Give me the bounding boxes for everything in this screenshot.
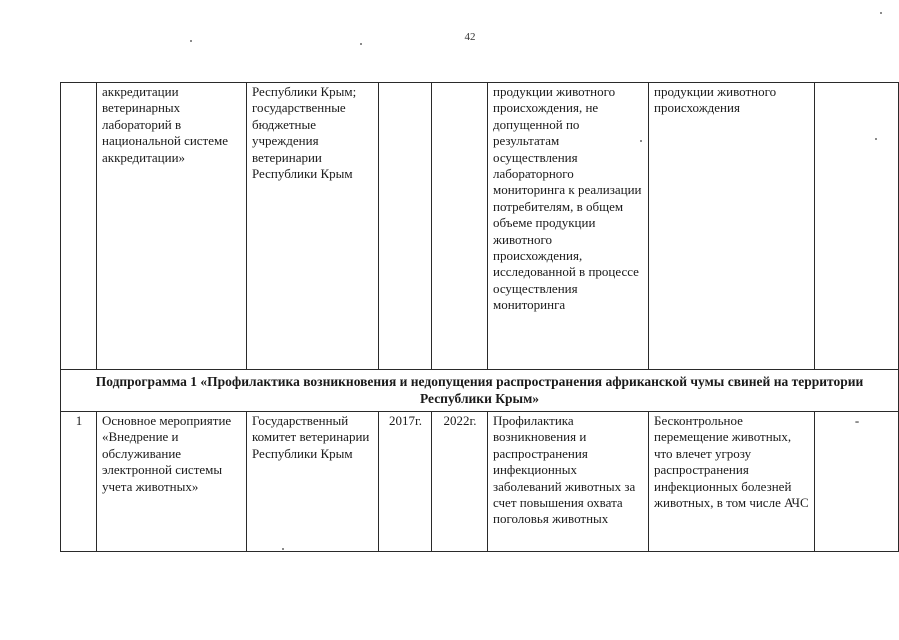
scan-speck xyxy=(190,40,192,42)
cell-result: продукции животного происхождения, не допущенной по результатам осуществления лабораторного мониторинга к реализации потребителям, в общем объеме продукции животного происхождения, исследованной в процессе осуществления мониторинга xyxy=(488,83,649,370)
cell-responsible: Государственный комитет ветеринарии Республики Крым xyxy=(247,412,379,552)
scan-speck xyxy=(875,138,877,140)
cell-consequences: Бесконтрольное перемещение животных, что влечет угрозу распространения инфекционных болезней животных, в том числе АЧС xyxy=(649,412,815,552)
cell-link xyxy=(815,83,899,370)
cell-number xyxy=(61,83,97,370)
subprogram-heading: Подпрограмма 1 «Профилактика возникновения и недопущения распространения африканской чумы свиней на территории Республики Крым» xyxy=(61,370,899,412)
scan-speck xyxy=(640,140,642,142)
cell-measure: Основное мероприятие «Внедрение и обслуживание электронной системы учета животных» xyxy=(97,412,247,552)
cell-measure: аккредитации ветеринарных лабораторий в национальной системе аккредитации» xyxy=(97,83,247,370)
scan-speck xyxy=(880,12,882,14)
cell-end-year xyxy=(432,83,488,370)
page-number: 42 xyxy=(464,31,476,43)
cell-start-year xyxy=(379,83,432,370)
scan-speck xyxy=(282,548,284,550)
cell-end-year: 2022г. xyxy=(432,412,488,552)
cell-start-year: 2017г. xyxy=(379,412,432,552)
cell-number: 1 xyxy=(61,412,97,552)
table-row xyxy=(61,83,899,370)
cell-link: - xyxy=(815,412,899,552)
cell-result: Профилактика возникновения и распространения инфекционных заболеваний животных за счет повышения охвата поголовья животных xyxy=(488,412,649,552)
cell-responsible: Республики Крым; государственные бюджетные учреждения ветеринарии Республики Крым xyxy=(247,83,379,370)
program-table xyxy=(60,82,899,552)
table-row xyxy=(61,412,899,552)
scan-speck xyxy=(360,43,362,45)
subprogram-row xyxy=(61,370,899,412)
cell-consequences: продукции животного происхождения xyxy=(649,83,815,370)
